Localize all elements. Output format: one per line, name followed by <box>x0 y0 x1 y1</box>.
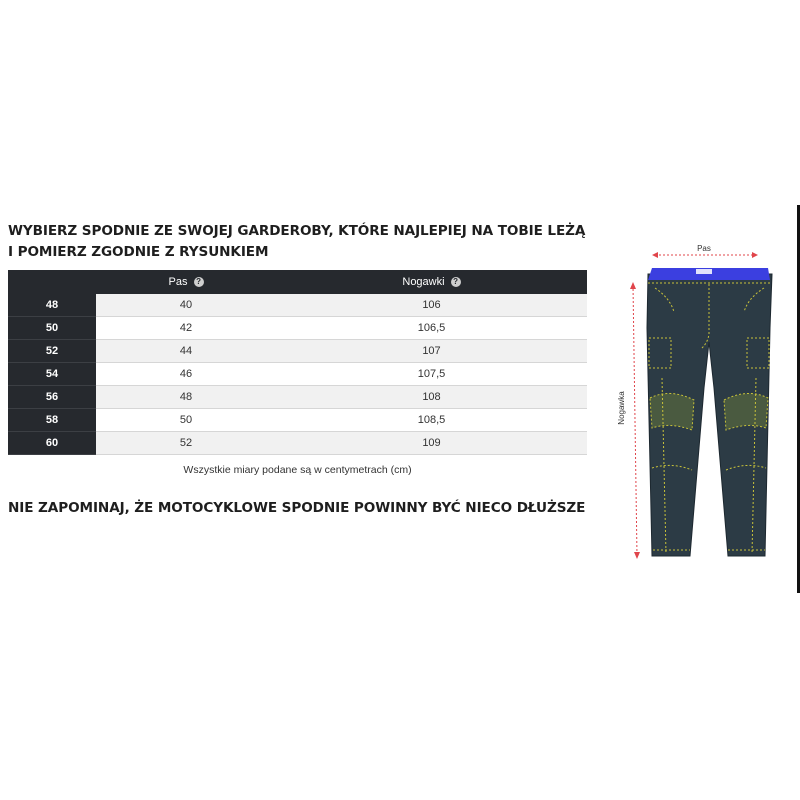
size-cell: 48 <box>8 294 96 317</box>
pas-cell: 52 <box>96 432 276 455</box>
question-circle-icon[interactable]: ? <box>194 277 204 287</box>
column-header-pas <box>96 270 276 294</box>
nogawki-cell: 106 <box>276 294 587 317</box>
nogawki-cell: 107 <box>276 340 587 363</box>
table-corner-cell <box>8 270 96 294</box>
nogawki-cell: 108 <box>276 386 587 409</box>
size-table <box>8 270 587 455</box>
nogawki-cell: 106,5 <box>276 317 587 340</box>
pas-cell: 40 <box>96 294 276 317</box>
size-cell: 50 <box>8 317 96 340</box>
nogawki-cell: 107,5 <box>276 363 587 386</box>
heading-line-1: WYBIERZ SPODNIE ZE SWOJEJ GARDEROBY, KTÓRE NAJLEPIEJ NA TOBIE LEŻĄ <box>8 223 586 239</box>
pants-measurement-diagram <box>600 238 780 568</box>
pas-cell: 44 <box>96 340 276 363</box>
leg-measure-arrow <box>630 282 640 559</box>
reminder-heading: NIE ZAPOMINAJ, ŻE MOTOCYKLOWE SPODNIE POWINNY BYĆ NIECO DŁUŻSZE <box>8 500 586 516</box>
question-circle-icon[interactable]: ? <box>451 277 461 287</box>
size-cell: 58 <box>8 409 96 432</box>
size-cell: 52 <box>8 340 96 363</box>
table-row <box>8 386 587 409</box>
table-row <box>8 363 587 386</box>
heading-line-2: I POMIERZ ZGODNIE Z RYSUNKIEM <box>8 244 269 260</box>
column-header-nogawki <box>276 270 587 294</box>
pas-cell: 46 <box>96 363 276 386</box>
table-header-row <box>8 270 587 294</box>
table-row <box>8 294 587 317</box>
column-header-label: Nogawki <box>402 276 445 288</box>
table-row <box>8 409 587 432</box>
pants-illustration <box>647 268 772 556</box>
table-row <box>8 317 587 340</box>
pas-cell: 50 <box>96 409 276 432</box>
nogawki-cell: 109 <box>276 432 587 455</box>
column-header-label: Pas <box>168 276 188 288</box>
units-note: Wszystkie miary podane są w centymetrach (cm) <box>183 464 412 476</box>
size-cell: 56 <box>8 386 96 409</box>
size-cell: 60 <box>8 432 96 455</box>
pas-cell: 48 <box>96 386 276 409</box>
waist-label: Pas <box>697 244 711 253</box>
table-row <box>8 340 587 363</box>
pas-cell: 42 <box>96 317 276 340</box>
nogawki-cell: 108,5 <box>276 409 587 432</box>
table-row <box>8 432 587 455</box>
leg-label: Nogawka <box>617 391 626 425</box>
size-cell: 54 <box>8 363 96 386</box>
